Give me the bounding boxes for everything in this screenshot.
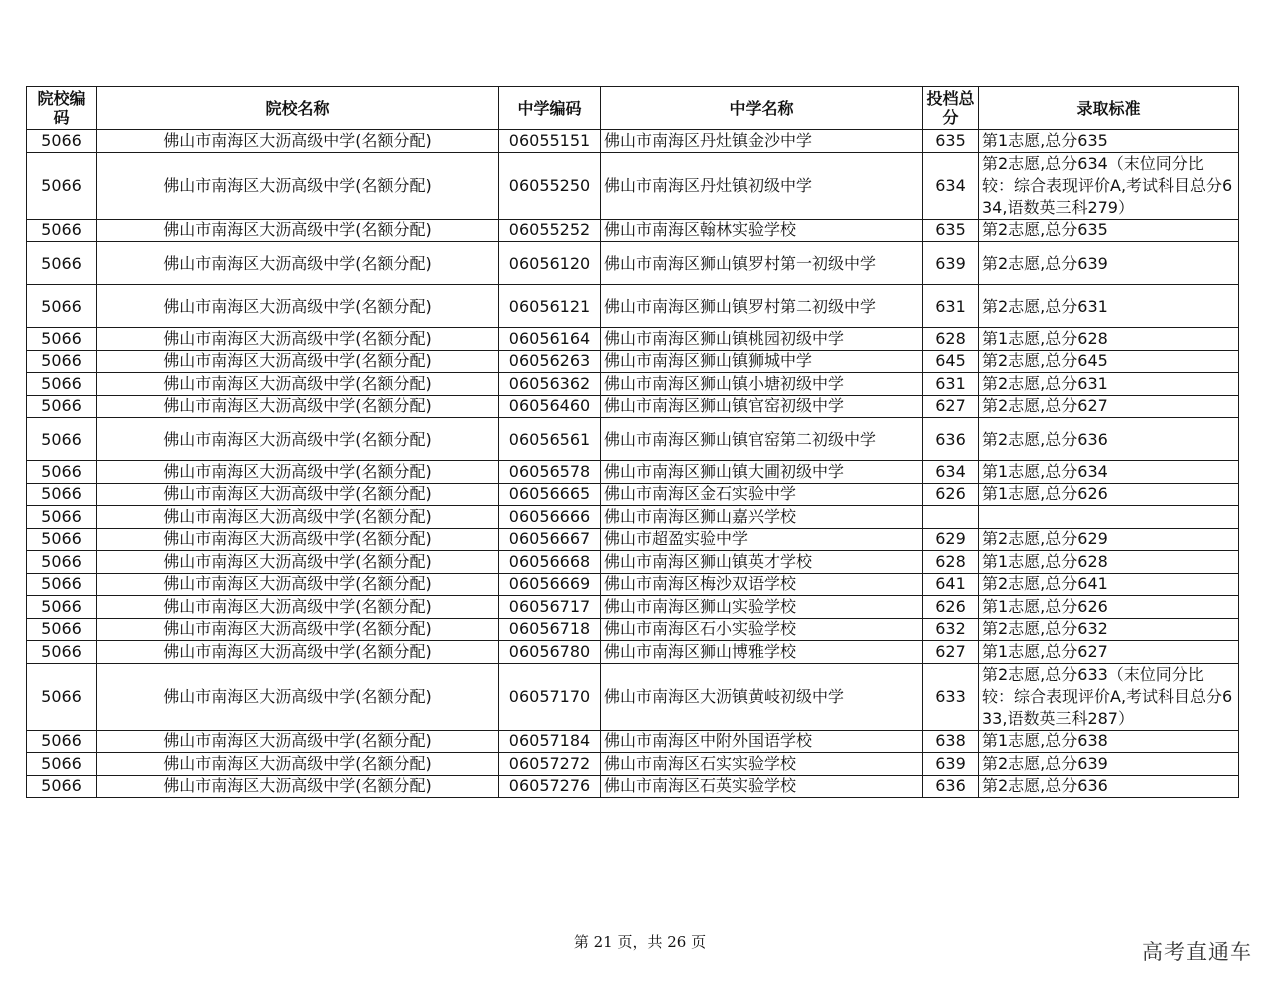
cell-school-code: 5066 (27, 528, 97, 551)
cell-middle-name: 佛山市南海区丹灶镇初级中学 (601, 152, 923, 219)
watermark: 高考直通车 (1142, 940, 1252, 964)
cell-middle-name: 佛山市南海区狮山嘉兴学校 (601, 506, 923, 529)
cell-school-code: 5066 (27, 551, 97, 574)
cell-school-code: 5066 (27, 596, 97, 619)
cell-total-score: 628 (923, 328, 979, 351)
cell-middle-code: 06057184 (499, 730, 601, 753)
cell-middle-name: 佛山市南海区石英实验学校 (601, 775, 923, 798)
cell-total-score: 632 (923, 618, 979, 641)
cell-school-code: 5066 (27, 373, 97, 396)
cell-middle-name: 佛山市南海区大沥镇黄岐初级中学 (601, 663, 923, 730)
cell-admission-standard: 第1志愿,总分638 (979, 730, 1239, 753)
cell-middle-code: 06056578 (499, 461, 601, 484)
header-admission-standard: 录取标准 (979, 87, 1239, 130)
cell-school-name: 佛山市南海区大沥高级中学(名额分配) (97, 753, 499, 776)
table-row (27, 418, 1239, 461)
cell-middle-code: 06056667 (499, 528, 601, 551)
cell-middle-name: 佛山市超盈实验中学 (601, 528, 923, 551)
table-row (27, 641, 1239, 664)
cell-middle-name: 佛山市南海区狮山镇狮城中学 (601, 350, 923, 373)
cell-admission-standard: 第2志愿,总分645 (979, 350, 1239, 373)
cell-total-score: 633 (923, 663, 979, 730)
cell-middle-code: 06056561 (499, 418, 601, 461)
table-row (27, 573, 1239, 596)
table-row (27, 373, 1239, 396)
cell-school-name: 佛山市南海区大沥高级中学(名额分配) (97, 551, 499, 574)
cell-school-name: 佛山市南海区大沥高级中学(名额分配) (97, 596, 499, 619)
cell-school-code: 5066 (27, 573, 97, 596)
cell-admission-standard: 第2志愿,总分636 (979, 418, 1239, 461)
cell-middle-code: 06056121 (499, 285, 601, 328)
header-middle-name: 中学名称 (601, 87, 923, 130)
cell-admission-standard: 第2志愿,总分632 (979, 618, 1239, 641)
cell-middle-code: 06056665 (499, 483, 601, 506)
cell-school-name: 佛山市南海区大沥高级中学(名额分配) (97, 285, 499, 328)
cell-middle-name: 佛山市南海区狮山镇小塘初级中学 (601, 373, 923, 396)
cell-middle-code: 06055252 (499, 219, 601, 242)
header-middle-code: 中学编码 (499, 87, 601, 130)
cell-school-code: 5066 (27, 395, 97, 418)
table-row (27, 663, 1239, 730)
cell-middle-name: 佛山市南海区梅沙双语学校 (601, 573, 923, 596)
cell-school-name: 佛山市南海区大沥高级中学(名额分配) (97, 219, 499, 242)
header-school-name: 院校名称 (97, 87, 499, 130)
cell-school-code: 5066 (27, 663, 97, 730)
cell-admission-standard: 第2志愿,总分627 (979, 395, 1239, 418)
cell-admission-standard: 第1志愿,总分626 (979, 596, 1239, 619)
cell-middle-code: 06056717 (499, 596, 601, 619)
table-row (27, 775, 1239, 798)
cell-total-score: 645 (923, 350, 979, 373)
table-row (27, 528, 1239, 551)
cell-middle-name: 佛山市南海区狮山镇大圃初级中学 (601, 461, 923, 484)
table-row (27, 730, 1239, 753)
table-header-row (27, 87, 1239, 130)
cell-total-score: 636 (923, 775, 979, 798)
cell-middle-code: 06057276 (499, 775, 601, 798)
cell-middle-name: 佛山市南海区狮山镇罗村第一初级中学 (601, 242, 923, 285)
cell-school-code: 5066 (27, 285, 97, 328)
cell-admission-standard: 第1志愿,总分628 (979, 551, 1239, 574)
cell-total-score: 628 (923, 551, 979, 574)
cell-school-name: 佛山市南海区大沥高级中学(名额分配) (97, 328, 499, 351)
cell-total-score: 641 (923, 573, 979, 596)
cell-total-score: 634 (923, 461, 979, 484)
cell-middle-code: 06057272 (499, 753, 601, 776)
cell-middle-name: 佛山市南海区狮山镇英才学校 (601, 551, 923, 574)
cell-school-name: 佛山市南海区大沥高级中学(名额分配) (97, 506, 499, 529)
cell-middle-code: 06055250 (499, 152, 601, 219)
cell-total-score: 639 (923, 242, 979, 285)
cell-admission-standard: 第1志愿,总分627 (979, 641, 1239, 664)
cell-middle-code: 06056718 (499, 618, 601, 641)
cell-school-code: 5066 (27, 350, 97, 373)
cell-admission-standard: 第2志愿,总分641 (979, 573, 1239, 596)
header-total-score: 投档总分 (923, 87, 979, 130)
cell-school-code: 5066 (27, 775, 97, 798)
cell-school-code: 5066 (27, 483, 97, 506)
cell-middle-code: 06056164 (499, 328, 601, 351)
cell-school-code: 5066 (27, 152, 97, 219)
cell-school-name: 佛山市南海区大沥高级中学(名额分配) (97, 152, 499, 219)
cell-school-name: 佛山市南海区大沥高级中学(名额分配) (97, 395, 499, 418)
cell-school-name: 佛山市南海区大沥高级中学(名额分配) (97, 242, 499, 285)
cell-total-score: 627 (923, 641, 979, 664)
cell-total-score: 636 (923, 418, 979, 461)
table-row (27, 350, 1239, 373)
cell-school-name: 佛山市南海区大沥高级中学(名额分配) (97, 663, 499, 730)
cell-admission-standard: 第2志愿,总分629 (979, 528, 1239, 551)
cell-middle-name: 佛山市南海区狮山博雅学校 (601, 641, 923, 664)
cell-admission-standard: 第2志愿,总分633（末位同分比较：综合表现评价A,考试科目总分633,语数英三科287） (979, 663, 1239, 730)
cell-school-name: 佛山市南海区大沥高级中学(名额分配) (97, 461, 499, 484)
cell-total-score: 631 (923, 373, 979, 396)
cell-middle-name: 佛山市南海区狮山镇官窑第二初级中学 (601, 418, 923, 461)
cell-middle-code: 06056362 (499, 373, 601, 396)
cell-school-code: 5066 (27, 219, 97, 242)
cell-middle-code: 06056263 (499, 350, 601, 373)
cell-total-score: 635 (923, 219, 979, 242)
cell-admission-standard: 第2志愿,总分634（末位同分比较：综合表现评价A,考试科目总分634,语数英三科279） (979, 152, 1239, 219)
cell-admission-standard (979, 506, 1239, 529)
table-row (27, 461, 1239, 484)
table-row (27, 152, 1239, 219)
table-row (27, 219, 1239, 242)
cell-middle-code: 06056666 (499, 506, 601, 529)
cell-admission-standard: 第1志愿,总分626 (979, 483, 1239, 506)
cell-admission-standard: 第2志愿,总分639 (979, 242, 1239, 285)
cell-school-code: 5066 (27, 130, 97, 153)
cell-school-code: 5066 (27, 753, 97, 776)
cell-admission-standard: 第2志愿,总分631 (979, 285, 1239, 328)
cell-admission-standard: 第2志愿,总分636 (979, 775, 1239, 798)
cell-total-score (923, 506, 979, 529)
cell-total-score: 634 (923, 152, 979, 219)
table-row (27, 551, 1239, 574)
cell-total-score: 627 (923, 395, 979, 418)
cell-middle-name: 佛山市南海区石实实验学校 (601, 753, 923, 776)
header-school-code: 院校编码 (27, 87, 97, 130)
cell-middle-code: 06055151 (499, 130, 601, 153)
cell-school-code: 5066 (27, 418, 97, 461)
cell-admission-standard: 第1志愿,总分628 (979, 328, 1239, 351)
cell-middle-name: 佛山市南海区中附外国语学校 (601, 730, 923, 753)
cell-middle-code: 06057170 (499, 663, 601, 730)
table-body (27, 130, 1239, 798)
cell-middle-name: 佛山市南海区狮山实验学校 (601, 596, 923, 619)
cell-admission-standard: 第1志愿,总分635 (979, 130, 1239, 153)
cell-school-name: 佛山市南海区大沥高级中学(名额分配) (97, 618, 499, 641)
cell-school-name: 佛山市南海区大沥高级中学(名额分配) (97, 373, 499, 396)
cell-school-name: 佛山市南海区大沥高级中学(名额分配) (97, 528, 499, 551)
cell-admission-standard: 第2志愿,总分635 (979, 219, 1239, 242)
page-number: 第 21 页，共 26 页 (573, 933, 707, 951)
cell-middle-name: 佛山市南海区狮山镇官窑初级中学 (601, 395, 923, 418)
table-row (27, 395, 1239, 418)
cell-total-score: 626 (923, 596, 979, 619)
cell-total-score: 626 (923, 483, 979, 506)
cell-total-score: 638 (923, 730, 979, 753)
cell-total-score: 639 (923, 753, 979, 776)
table-row (27, 285, 1239, 328)
cell-school-code: 5066 (27, 641, 97, 664)
cell-school-name: 佛山市南海区大沥高级中学(名额分配) (97, 730, 499, 753)
cell-school-code: 5066 (27, 242, 97, 285)
cell-admission-standard: 第2志愿,总分631 (979, 373, 1239, 396)
table-row (27, 242, 1239, 285)
cell-school-code: 5066 (27, 618, 97, 641)
cell-admission-standard: 第1志愿,总分634 (979, 461, 1239, 484)
cell-middle-name: 佛山市南海区丹灶镇金沙中学 (601, 130, 923, 153)
cell-school-code: 5066 (27, 461, 97, 484)
cell-middle-name: 佛山市南海区金石实验中学 (601, 483, 923, 506)
cell-school-code: 5066 (27, 730, 97, 753)
cell-middle-code: 06056668 (499, 551, 601, 574)
cell-school-name: 佛山市南海区大沥高级中学(名额分配) (97, 130, 499, 153)
cell-school-name: 佛山市南海区大沥高级中学(名额分配) (97, 483, 499, 506)
table-row (27, 130, 1239, 153)
table-row (27, 506, 1239, 529)
cell-school-name: 佛山市南海区大沥高级中学(名额分配) (97, 573, 499, 596)
table-row (27, 596, 1239, 619)
cell-middle-name: 佛山市南海区翰林实验学校 (601, 219, 923, 242)
cell-admission-standard: 第2志愿,总分639 (979, 753, 1239, 776)
cell-middle-code: 06056669 (499, 573, 601, 596)
cell-middle-code: 06056120 (499, 242, 601, 285)
cell-middle-code: 06056460 (499, 395, 601, 418)
cell-total-score: 631 (923, 285, 979, 328)
cell-school-name: 佛山市南海区大沥高级中学(名额分配) (97, 418, 499, 461)
cell-middle-name: 佛山市南海区狮山镇桃园初级中学 (601, 328, 923, 351)
cell-school-name: 佛山市南海区大沥高级中学(名额分配) (97, 641, 499, 664)
cell-school-name: 佛山市南海区大沥高级中学(名额分配) (97, 350, 499, 373)
admission-table (26, 86, 1239, 798)
cell-school-code: 5066 (27, 506, 97, 529)
cell-middle-code: 06056780 (499, 641, 601, 664)
cell-school-code: 5066 (27, 328, 97, 351)
table-row (27, 753, 1239, 776)
cell-school-name: 佛山市南海区大沥高级中学(名额分配) (97, 775, 499, 798)
cell-total-score: 635 (923, 130, 979, 153)
cell-middle-name: 佛山市南海区狮山镇罗村第二初级中学 (601, 285, 923, 328)
cell-total-score: 629 (923, 528, 979, 551)
table-row (27, 618, 1239, 641)
table-row (27, 483, 1239, 506)
table-row (27, 328, 1239, 351)
cell-middle-name: 佛山市南海区石小实验学校 (601, 618, 923, 641)
